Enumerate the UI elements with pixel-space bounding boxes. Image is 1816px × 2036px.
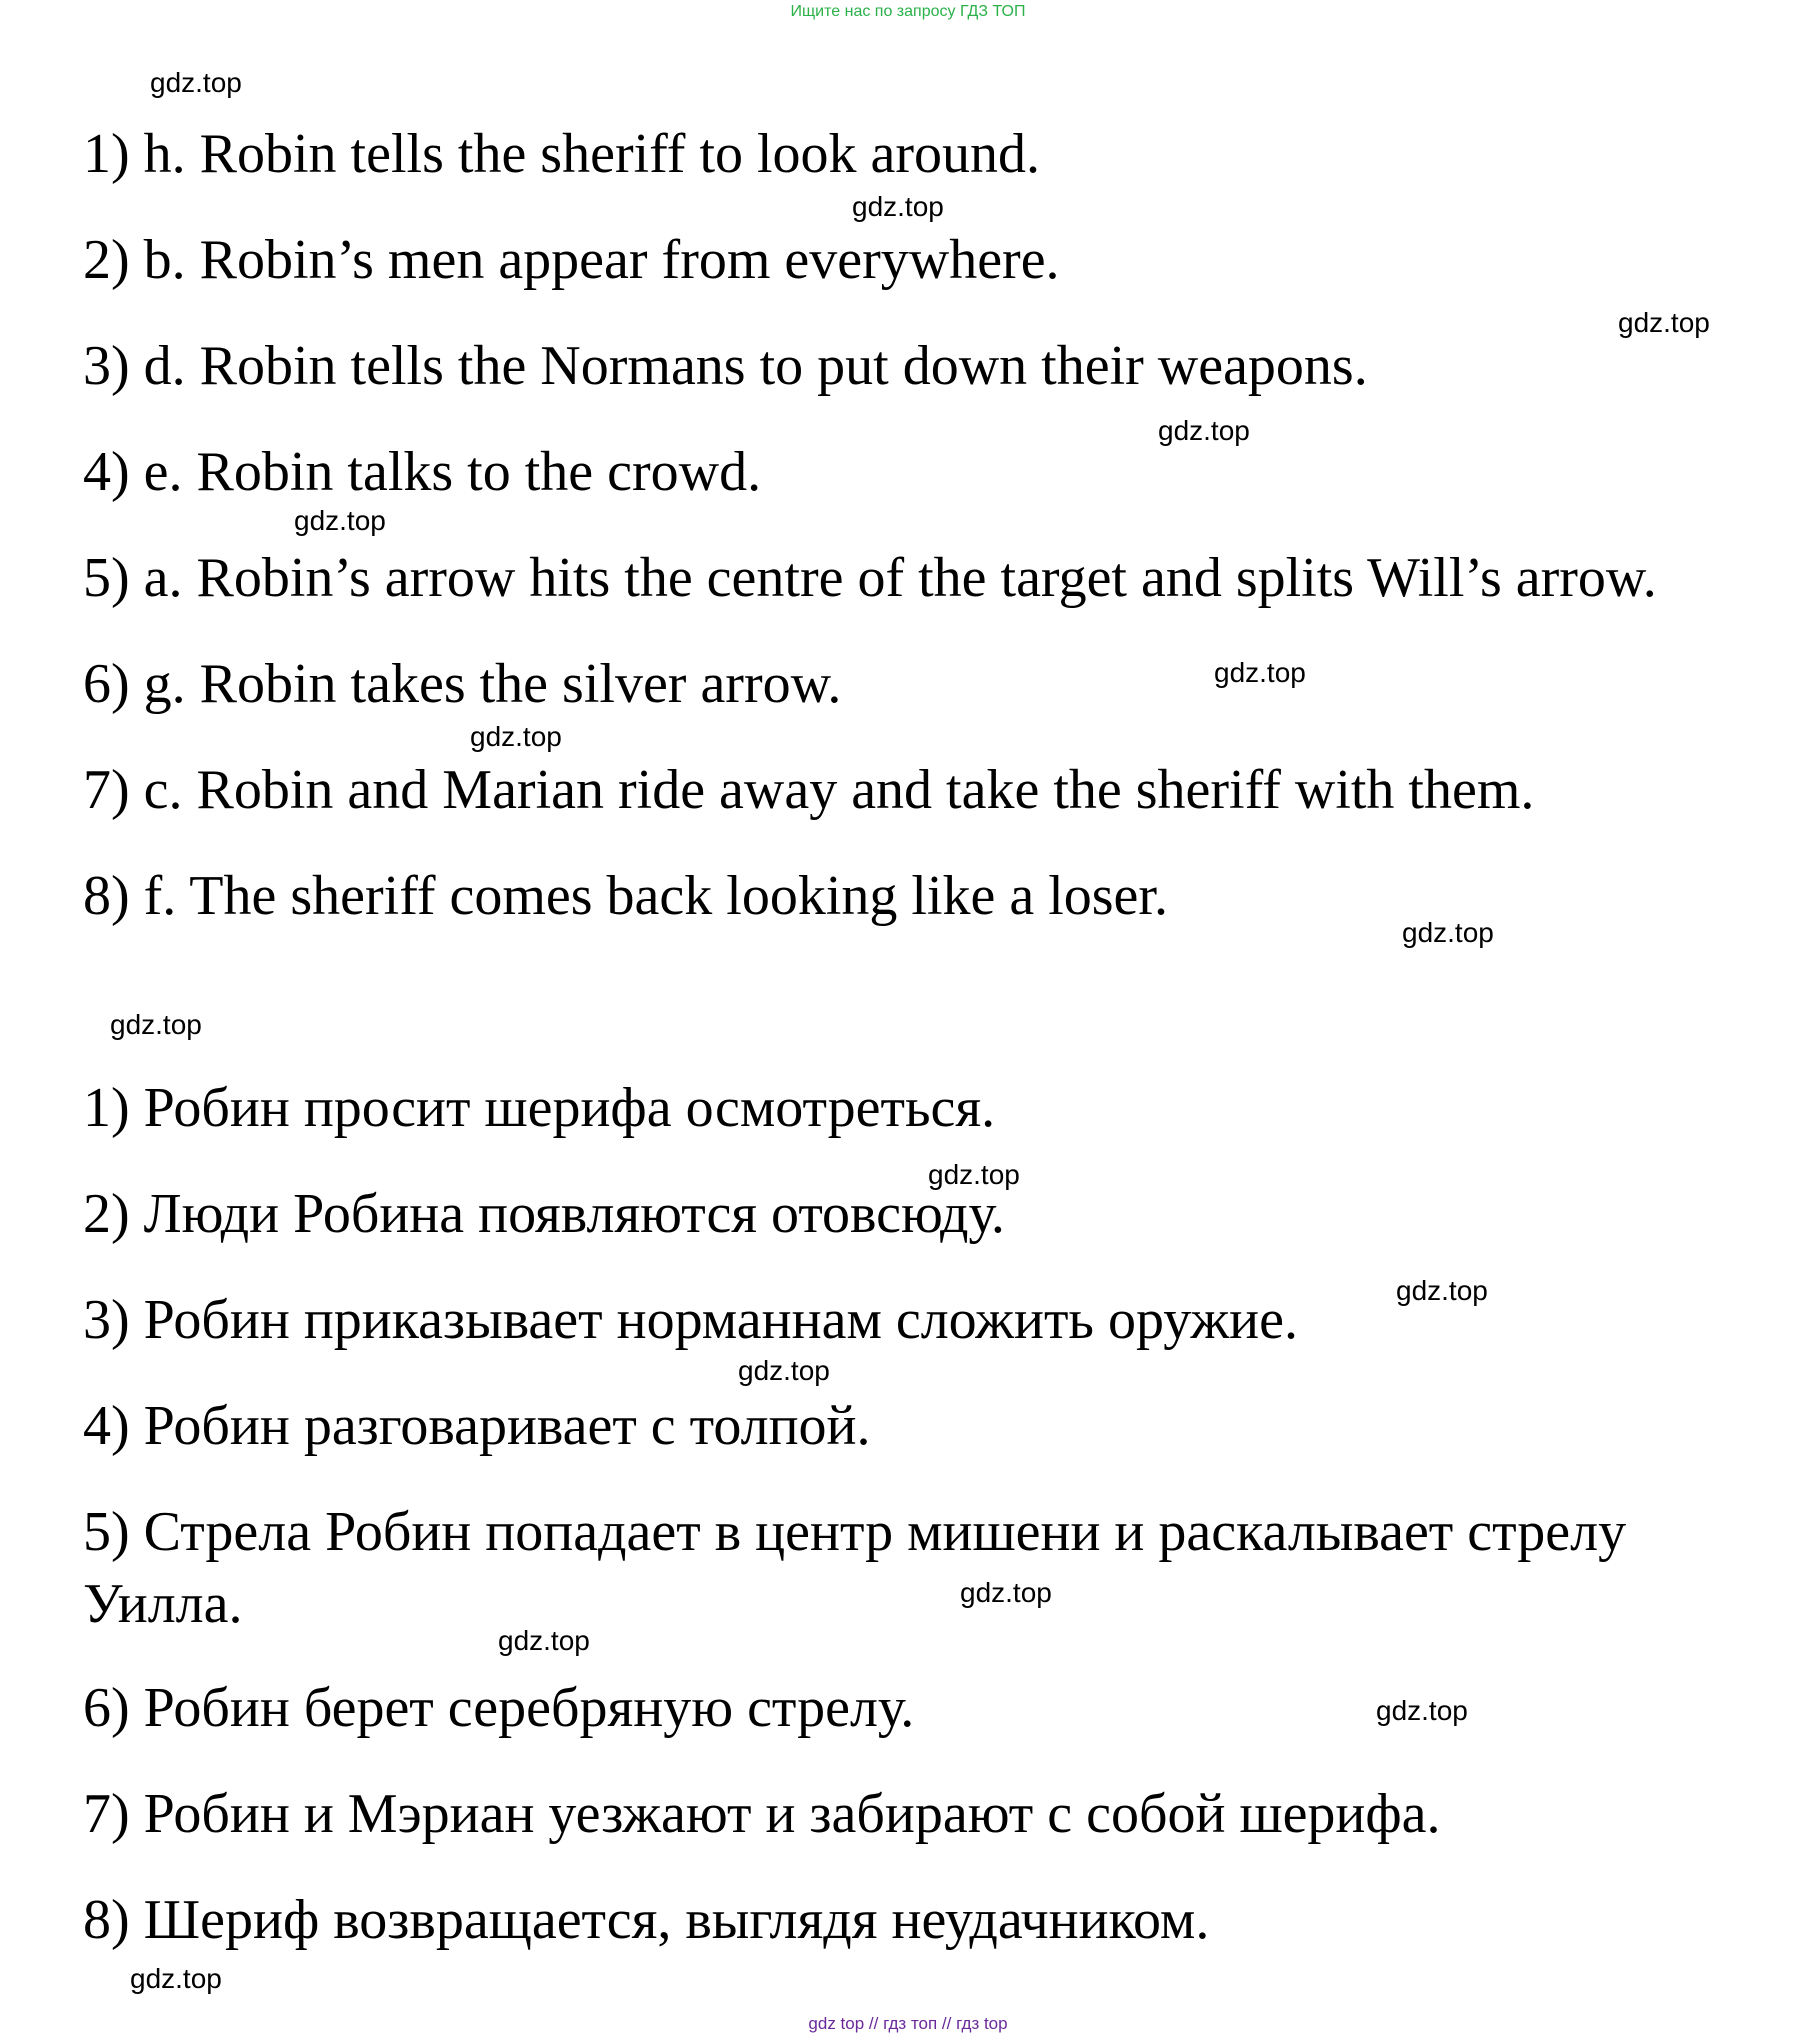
watermark: gdz.top [130, 1963, 222, 1994]
russian-line-6: 6) Робин берет серебряную стрелу. [83, 1677, 915, 1739]
english-line-4: 4) e. Robin talks to the crowd. [83, 441, 762, 503]
footer-watermark: gdz top // гдз топ // гдз top [808, 2014, 1008, 2033]
watermark: gdz.top [470, 721, 562, 752]
watermark: gdz.top [110, 1009, 202, 1040]
watermark: gdz.top [150, 67, 242, 98]
watermark: gdz.top [1396, 1275, 1488, 1306]
russian-line-4: 4) Робин разговаривает с толпой. [83, 1395, 871, 1457]
english-line-3: 3) d. Robin tells the Normans to put down their weapons. [83, 335, 1368, 397]
watermark: gdz.top [498, 1625, 590, 1656]
russian-line-2: 2) Люди Робина появляются отовсюду. [83, 1183, 1005, 1245]
top-banner: Ищите нас по запросу ГДЗ ТОП [790, 3, 1026, 20]
watermark: gdz.top [1376, 1695, 1468, 1726]
english-line-8: 8) f. The sheriff comes back looking like a loser. [83, 865, 1168, 927]
russian-line-5: 5) Стрела Робин попадает в центр мишени и раскалывает стрелу Уилла. [83, 1501, 1627, 1635]
russian-line-1: 1) Робин просит шерифа осмотреться. [83, 1077, 996, 1139]
english-line-6: 6) g. Robin takes the silver arrow. [83, 653, 842, 715]
english-line-1: 1) h. Robin tells the sheriff to look around. [83, 123, 1041, 185]
english-line-7: 7) c. Robin and Marian ride away and take the sheriff with them. [83, 759, 1535, 821]
watermark: gdz.top [1618, 307, 1710, 338]
russian-line-8: 8) Шериф возвращается, выглядя неудачником. [83, 1889, 1210, 1951]
watermark: gdz.top [1402, 917, 1494, 948]
russian-line-7: 7) Робин и Мэриан уезжают и забирают с собой шерифа. [83, 1783, 1441, 1845]
watermark: gdz.top [928, 1159, 1020, 1190]
watermark: gdz.top [852, 191, 944, 222]
russian-line-3: 3) Робин приказывает норманнам сложить оружие. [83, 1289, 1298, 1351]
english-line-2: 2) b. Robin’s men appear from everywhere. [83, 229, 1060, 291]
watermark: gdz.top [960, 1577, 1052, 1608]
watermark: gdz.top [738, 1355, 830, 1386]
watermark: gdz.top [1158, 415, 1250, 446]
watermark: gdz.top [1214, 657, 1306, 688]
watermark: gdz.top [294, 505, 386, 536]
english-line-5: 5) a. Robin’s arrow hits the centre of the target and splits Will’s arrow. [83, 547, 1657, 609]
